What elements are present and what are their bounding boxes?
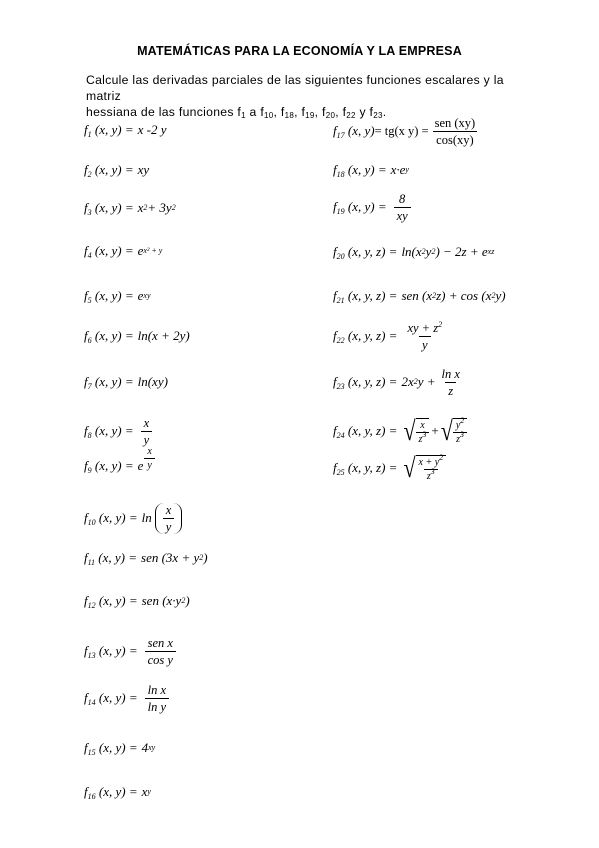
function-f24: $f_{24}$ (x, y, z) = √ $\frac{x}{z^3}$ + √ $\frac{y^2}{z^3}$ xyxy=(333,419,469,443)
function-f21: $f_{21}$ (x, y, z) = sen (x 2 z) + cos (x 2 y) xyxy=(333,288,506,305)
function-f22: $f_{22}$ (x, y, z) = $\frac{xy + z^2}{y}$ xyxy=(333,319,443,352)
function-f10: $f_{10}$ (x, y) = ln $\frac{x}{y}$ xyxy=(84,506,182,530)
function-f15: $f_{15}$ (x, y) = 4 xy xyxy=(84,740,156,757)
function-f8: $f_8$ (x, y) = $\frac{x}{y}$ xyxy=(84,419,155,443)
function-f3: $f_3$ (x, y) = x 2 + 3y 2 xyxy=(84,200,176,217)
sqrt-3: √ $\frac{x + y^2}{z^3}$ xyxy=(403,455,446,482)
function-f7: $f_7$ (x, y) = ln(xy) xyxy=(84,374,168,391)
function-f19: $f_{19}$ (x, y) = $\frac{8}{xy}$ xyxy=(333,195,414,219)
instruction-line-1: Calcule las derivadas parciales de las siguientes funciones escalares y la matriz xyxy=(86,73,504,103)
document-title: MATEMÁTICAS PARA LA ECONOMÍA Y LA EMPRESA xyxy=(137,44,462,58)
sqrt-1: √ $\frac{x}{z^3}$ xyxy=(403,418,429,445)
function-f9: $f_9$ (x, y) = e $\frac{x}{y}$ xyxy=(84,454,155,478)
function-f6: $f_6$ (x, y) = ln(x + 2y) xyxy=(84,328,190,345)
function-f20: $f_{20}$ (x, y, z) = ln(x 2 y 2 ) − 2z + e xz xyxy=(333,244,495,261)
function-f13: $f_{13}$ (x, y) = $\frac{\text{sen x}}{\text{cos y}}$ xyxy=(84,639,179,663)
instruction-line-2: hessiana de las funciones $f_1$ a $f_{10}$, $f_{18}$, $f_{19}$, $f_{20}$, $f_{22}$ y $f_{23}$. xyxy=(86,105,387,120)
function-f14: $f_{14}$ (x, y) = $\frac{\text{ln x}}{\text{ln y}}$ xyxy=(84,686,172,710)
instruction-text xyxy=(86,72,526,120)
function-f4: $f_4$ (x, y) = e x² + y xyxy=(84,243,163,260)
function-f18: $f_{18}$ (x, y) = x·e y xyxy=(333,162,409,179)
function-f23: $f_{23}$ (x, y, z) = 2x 2 y + $\frac{\text{ln x}}{z}$ xyxy=(333,366,460,398)
function-f2: $f_2$ (x, y) = xy xyxy=(84,162,150,179)
function-f12: $f_{12}$ (x, y) = sen (x·y 2 ) xyxy=(84,593,190,610)
function-f1: $f_1$ (x, y) = x -2 y xyxy=(84,122,167,139)
function-f11: $f_{11}$ (x, y) = sen (3x + y 2 ) xyxy=(84,550,208,567)
function-f25: $f_{25}$ (x, y, z) = √ $\frac{x + y^2}{z^3}$ xyxy=(333,456,448,480)
sqrt-2: √ $\frac{y^2}{z^3}$ xyxy=(441,418,468,445)
function-f16: $f_{16}$ (x, y) = x y xyxy=(84,784,151,801)
function-f17: $f_{17}$ (x, y) = tg(x y) = $\frac{\text{sen (xy)}}{\cos(xy)}$ xyxy=(333,115,476,147)
function-f5: $f_5$ (x, y) = e xy xyxy=(84,288,151,305)
